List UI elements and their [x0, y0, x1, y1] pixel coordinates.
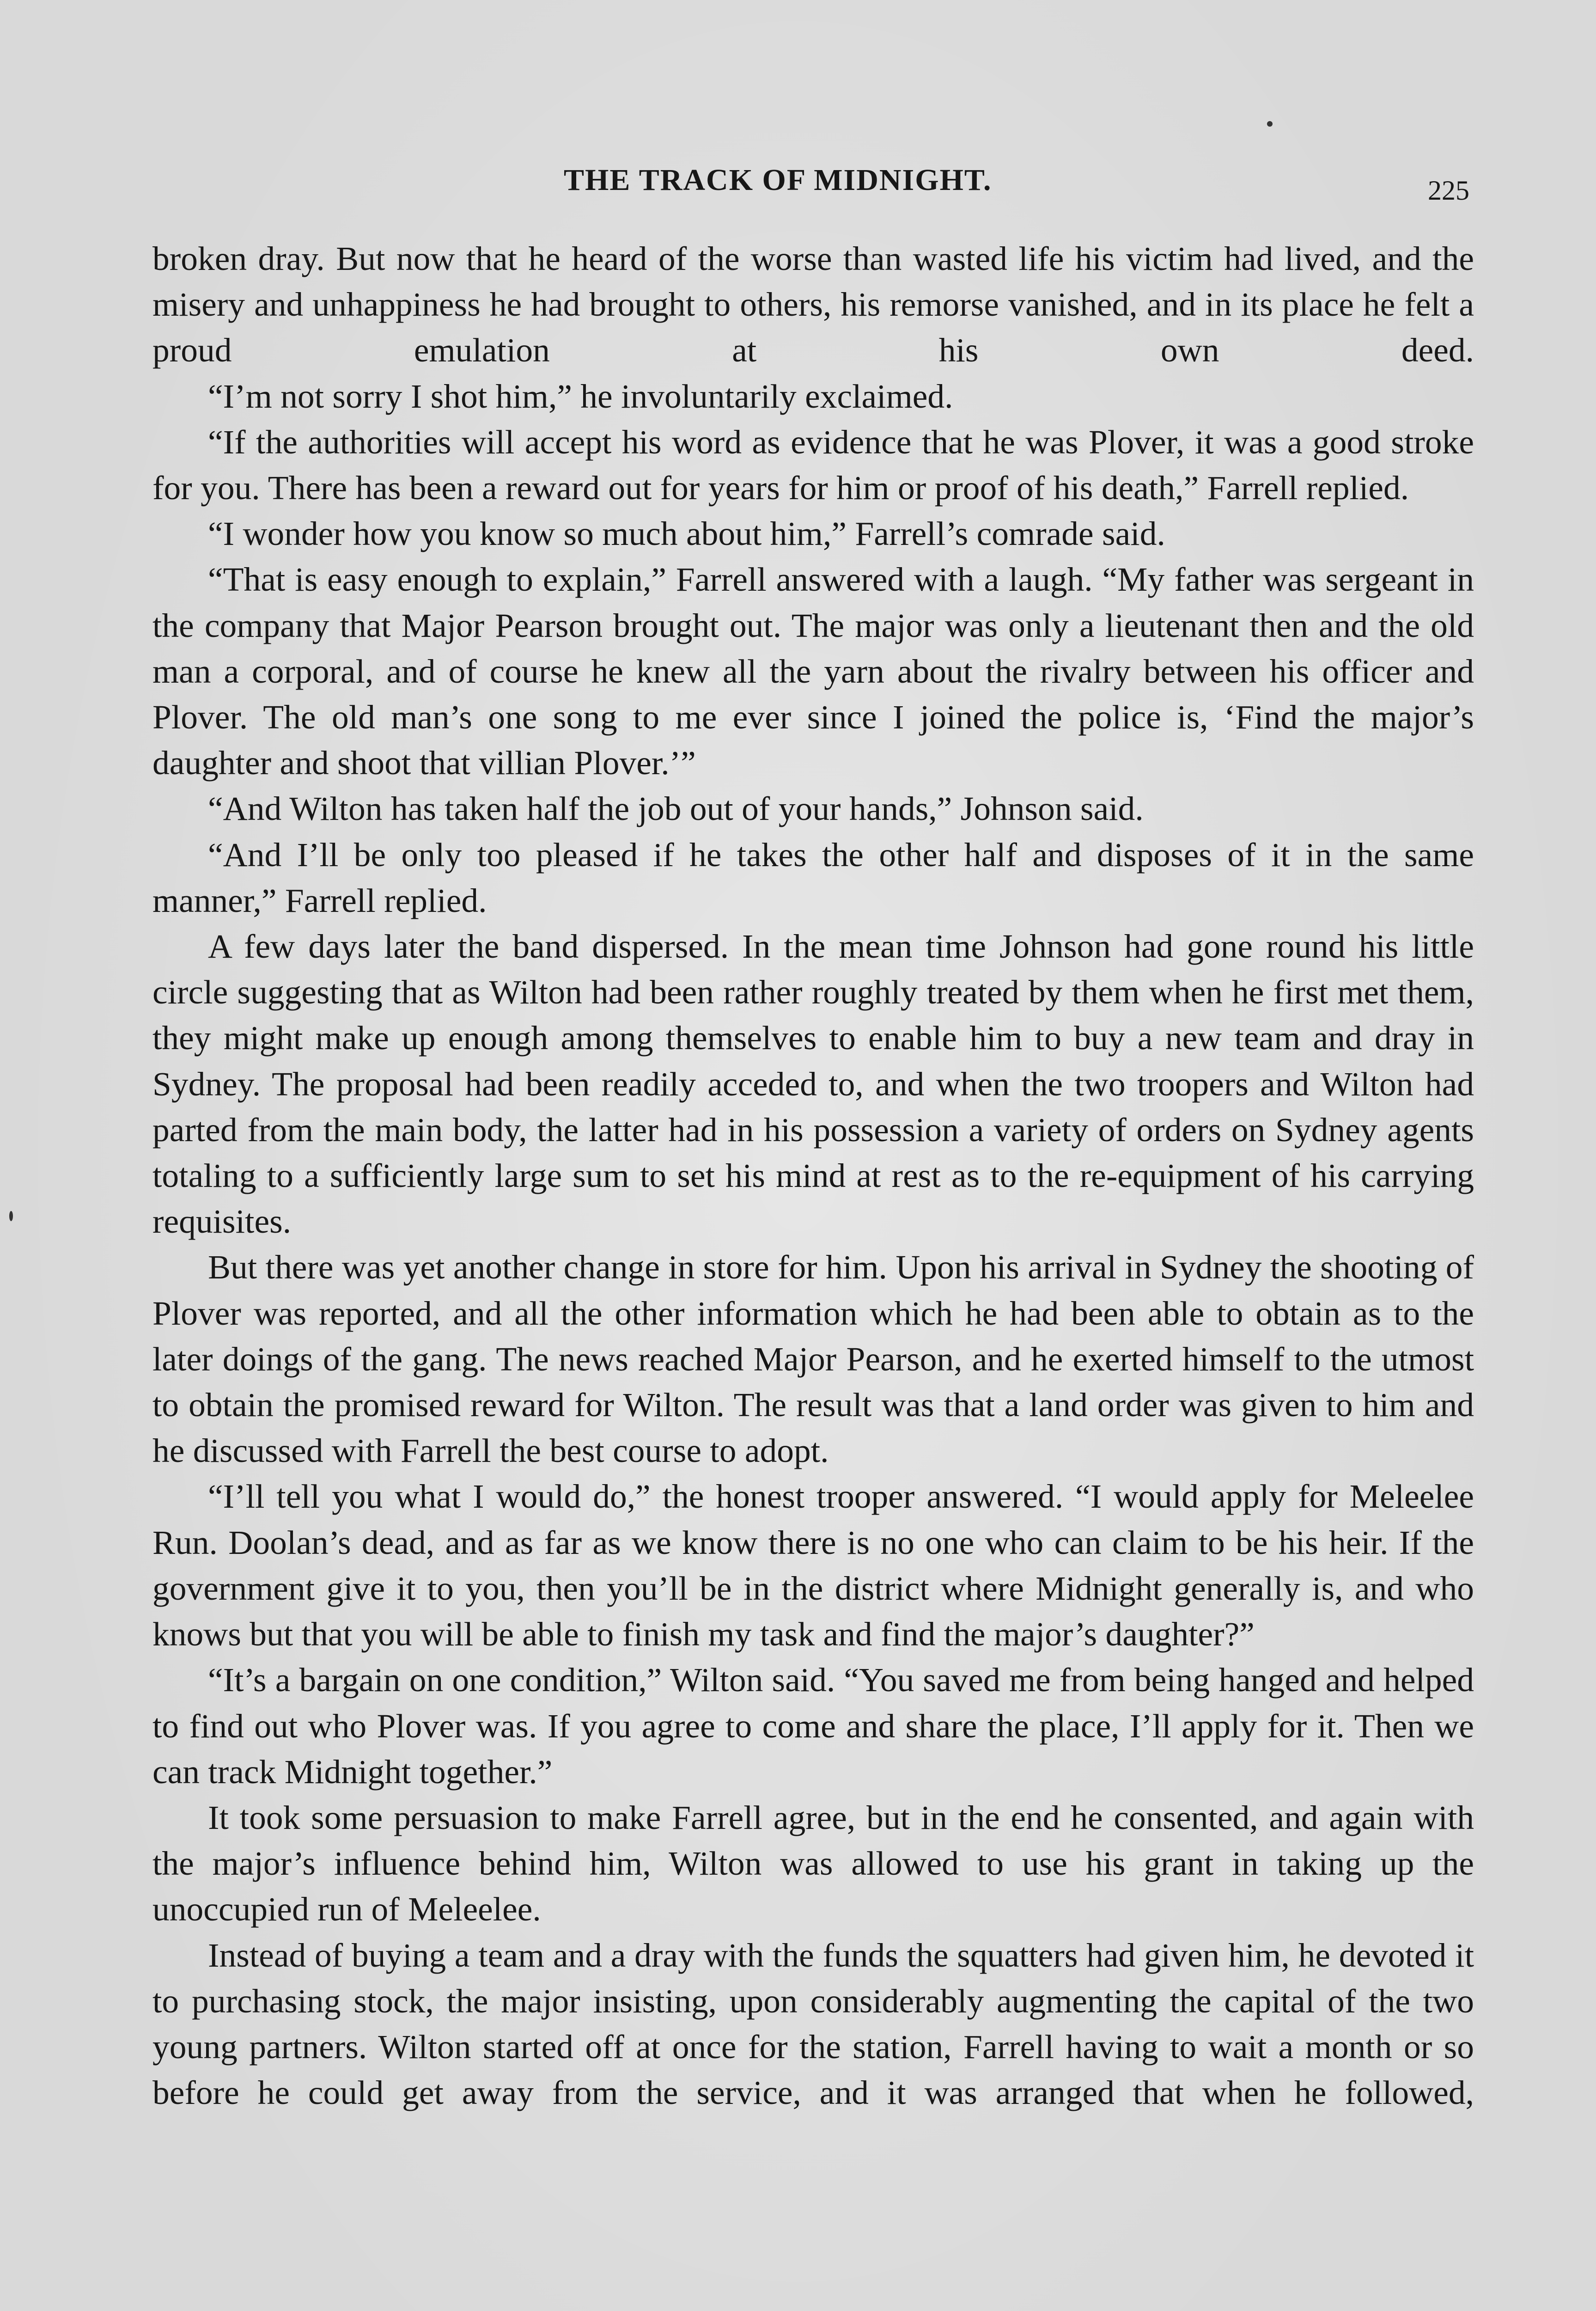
print-speck — [1267, 121, 1273, 127]
page-number: 225 — [1428, 175, 1469, 206]
paragraph-4: “I wonder how you know so much about him,” Farrell’s comrade said. — [208, 515, 1165, 553]
paragraph-9: But there was yet another change in store for him. Upon his arrival in Sydney the shooting of Plover was reported, and all the other information which he had been able to obtain as to the later doings of the gang. The news reached Major Pearson, and he exerted himself to the utmost to obtain the promised reward for Wilton. The result was that a land order was given to him and he discussed with Farrell the best course to adopt. — [152, 1248, 1474, 1470]
paragraph-11: “It’s a bargain on one condition,” Wilton said. “You saved me from being hanged and helped to find out who Plover was. If you agree to come and share the place, I’ll apply for it. Then we can track Midnight together.” — [152, 1661, 1474, 1791]
body-text — [152, 236, 1474, 2115]
paragraph-6: “And Wilton has taken half the job out of your hands,” Johnson said. — [208, 790, 1144, 828]
paragraph-13: Instead of buying a team and a dray with the funds the squatters had given him, he devoted it to purchasing stock, the major insisting, upon considerably augmenting the capital of the two young partners. Wilton started off at once for the station, Farrell having to wait a month or so before he could get away from the service, and it was arranged that when he followed, — [152, 1936, 1474, 2112]
paragraph-8: A few days later the band dispersed. In the mean time Johnson had gone round his little circle suggesting that as Wilton had been rather roughly treated by them when he first met them, they might make up enough among themselves to enable him to buy a new team and dray in Sydney. The proposal had been readily acceded to, and when the two troopers and Wilton had parted from the main body, the latter had in his possession a variety of orders on Sydney agents totaling to a sufficiently large sum to set his mind at rest as to the re-equipment of his carrying requisites. — [152, 928, 1474, 1241]
page-header — [0, 163, 1596, 214]
paragraph-1: broken dray. But now that he heard of the worse than wasted life his victim had lived, and the misery and unhappiness he had brought to others, his remorse vanished, and in its place he felt a proud emulation at his own deed. — [152, 240, 1474, 369]
paragraph-10: “I’ll tell you what I would do,” the honest trooper answered. “I would apply for Meleelee Run. Doolan’s dead, and as far as we know there is no one who can claim to be his heir. If the government give it to you, then you’ll be in the district where Midnight generally is, and who knows but that you will be able to finish my task and find the major’s daughter?” — [152, 1478, 1474, 1653]
paragraph-12: It took some persuasion to make Farrell agree, but in the end he consented, and again with the major’s influence behind him, Wilton was allowed to use his grant in taking up the unoccupied run of Meleelee. — [152, 1798, 1474, 1928]
paragraph-5: “That is easy enough to explain,” Farrell answered with a laugh. “My father was sergeant in the company that Major Pearson brought out. The major was only a lieutenant then and the old man a corporal, and of course he knew all the yarn about the rivalry between his officer and Plover. The old man’s one song to me ever since I joined the police is, ‘Find the major’s daughter and shoot that villian Plover.’” — [152, 561, 1474, 782]
paragraph-7: “And I’ll be only too pleased if he takes the other half and disposes of it in the same manner,” Farrell replied. — [152, 836, 1474, 919]
print-speck — [9, 1211, 13, 1221]
paragraph-2: “I’m not sorry I shot him,” he involuntarily exclaimed. — [208, 377, 953, 415]
paragraph-3: “If the authorities will accept his word as evidence that he was Plover, it was a good stroke for you. There has been a reward out for years for him or proof of his death,” Farrell replied. — [152, 423, 1474, 507]
running-title: THE TRACK OF MIDNIGHT. — [564, 163, 992, 197]
